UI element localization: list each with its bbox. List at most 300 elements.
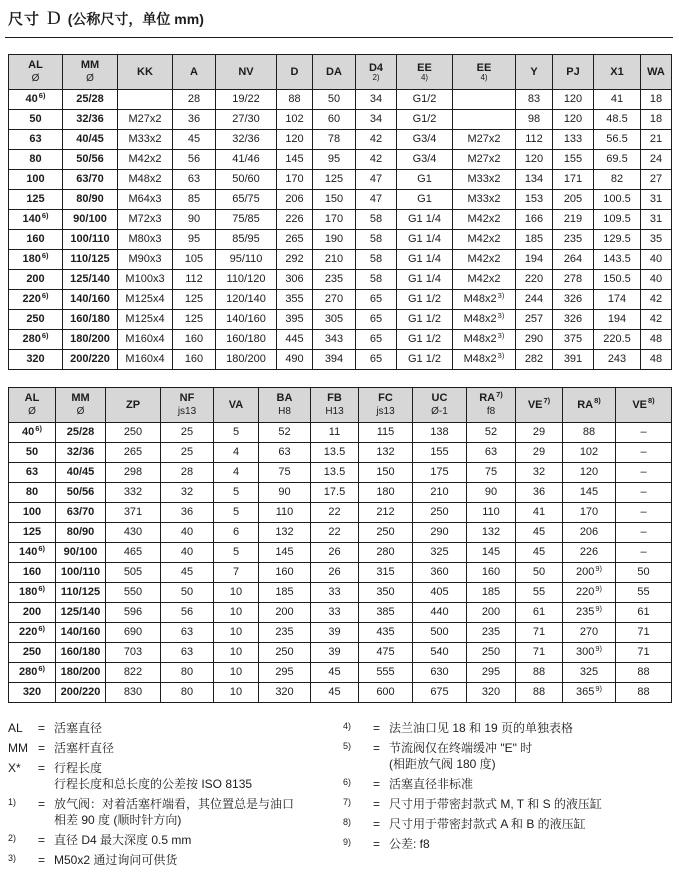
table-cell: 332 bbox=[106, 483, 161, 503]
table-cell: 465 bbox=[106, 543, 161, 563]
table-cell: 295 bbox=[467, 663, 516, 683]
column-header: FB H13 bbox=[311, 388, 359, 423]
table-cell: 5 bbox=[214, 423, 259, 443]
table-cell: 500 bbox=[413, 623, 467, 643]
table-row bbox=[9, 483, 672, 503]
column-header: D4 2) bbox=[356, 55, 397, 90]
table-cell: M33x2 bbox=[453, 170, 516, 190]
table-cell: 220$^{9)}$ bbox=[563, 583, 616, 603]
table-cell: 75 bbox=[467, 463, 516, 483]
table-cell: 160 bbox=[173, 330, 216, 350]
table-cell: 32/36 bbox=[56, 443, 106, 463]
table-cell: 90/100 bbox=[63, 210, 118, 230]
table-cell: 125 bbox=[173, 290, 216, 310]
table-cell: M48x2$^{3)}$ bbox=[453, 290, 516, 310]
table-cell: – bbox=[616, 443, 672, 463]
table-cell: 100/110 bbox=[63, 230, 118, 250]
table-cell: 371 bbox=[106, 503, 161, 523]
column-header: VE$^{8)}$ bbox=[616, 388, 672, 423]
column-header: RA$^{8)}$ bbox=[563, 388, 616, 423]
table-cell: 48 bbox=[641, 330, 672, 350]
table-cell: 61 bbox=[616, 603, 672, 623]
column-header: UC Ø-1 bbox=[413, 388, 467, 423]
table-cell: 34 bbox=[356, 110, 397, 130]
table-cell: 125 bbox=[9, 523, 56, 543]
table-cell: 48.5 bbox=[594, 110, 641, 130]
table-cell: 115 bbox=[359, 423, 413, 443]
table-cell: 42 bbox=[641, 290, 672, 310]
table-cell: 320 bbox=[9, 683, 56, 703]
table-cell: 235 bbox=[553, 230, 594, 250]
table-cell: 140/160 bbox=[216, 310, 277, 330]
footnote-label: 5) bbox=[343, 741, 352, 751]
table-cell: 29 bbox=[516, 443, 563, 463]
table-cell: 200 bbox=[9, 603, 56, 623]
table-cell: 125 bbox=[313, 170, 356, 190]
table-cell: 140/160 bbox=[63, 290, 118, 310]
table-cell: 88 bbox=[516, 663, 563, 683]
page-title bbox=[8, 8, 671, 34]
footnote-item bbox=[8, 740, 343, 756]
column-header: VA bbox=[214, 388, 259, 423]
footnote-label: 9) bbox=[343, 837, 352, 847]
table-cell: 326 bbox=[553, 310, 594, 330]
table-cell: 56.5 bbox=[594, 130, 641, 150]
table-cell: 58 bbox=[356, 250, 397, 270]
footnote-equals: = bbox=[373, 817, 381, 831]
table-cell: 280$^{6)}$ bbox=[9, 330, 63, 350]
table-cell: 45 bbox=[161, 563, 214, 583]
table-cell: 180/200 bbox=[56, 663, 106, 683]
footnote-text: 尺寸用于带密封款式 M, T 和 S 的液压缸 bbox=[389, 797, 602, 811]
table-cell: 40$^{6)}$ bbox=[9, 90, 63, 110]
table-cell: 120 bbox=[553, 110, 594, 130]
footnote-label: 2) bbox=[8, 833, 17, 843]
table-cell: 45 bbox=[311, 683, 359, 703]
table-cell: 50 bbox=[616, 563, 672, 583]
table-cell: 50 bbox=[313, 90, 356, 110]
footnote-equals: = bbox=[38, 761, 46, 775]
table-cell: 50 bbox=[516, 563, 563, 583]
table-cell: M48x2$^{3)}$ bbox=[453, 310, 516, 330]
table-cell: 210 bbox=[413, 483, 467, 503]
table-cell: 226 bbox=[563, 543, 616, 563]
table-row bbox=[9, 503, 672, 523]
table-cell: 65 bbox=[356, 330, 397, 350]
table-cell: 10 bbox=[214, 643, 259, 663]
table-row bbox=[9, 563, 672, 583]
table-cell: 71 bbox=[516, 643, 563, 663]
table-cell: 110 bbox=[467, 503, 516, 523]
table-cell: – bbox=[616, 543, 672, 563]
table-cell: 32/36 bbox=[63, 110, 118, 130]
footnote-item bbox=[343, 740, 671, 772]
table-cell: G1 bbox=[397, 170, 453, 190]
table-cell: 145 bbox=[259, 543, 311, 563]
table-cell: 160 bbox=[259, 563, 311, 583]
table-cell: 41 bbox=[594, 90, 641, 110]
table-cell: 4 bbox=[214, 443, 259, 463]
table-cell: 27/30 bbox=[216, 110, 277, 130]
table-cell: 292 bbox=[277, 250, 313, 270]
table-cell: 160/180 bbox=[56, 643, 106, 663]
table-cell: M42x2 bbox=[453, 230, 516, 250]
table-cell: 17.5 bbox=[311, 483, 359, 503]
table-cell: 58 bbox=[356, 270, 397, 290]
table-cell: 50 bbox=[161, 583, 214, 603]
table-cell: 250 bbox=[9, 643, 56, 663]
table-cell: 40$^{6)}$ bbox=[9, 423, 56, 443]
table-cell bbox=[118, 90, 173, 110]
table-cell: 120 bbox=[553, 90, 594, 110]
table-cell: 88 bbox=[616, 683, 672, 703]
table-cell: 10 bbox=[214, 663, 259, 683]
table-cell: 145 bbox=[563, 483, 616, 503]
table-cell: 675 bbox=[413, 683, 467, 703]
column-header: WA bbox=[641, 55, 672, 90]
table-cell: 430 bbox=[106, 523, 161, 543]
table-cell: 39 bbox=[311, 643, 359, 663]
column-header: MM Ø bbox=[63, 55, 118, 90]
column-header: Y bbox=[516, 55, 553, 90]
table-cell: 95/110 bbox=[216, 250, 277, 270]
table-cell: 4 bbox=[214, 463, 259, 483]
table-row bbox=[9, 150, 672, 170]
footnote-label: X* bbox=[8, 761, 21, 775]
table-row bbox=[9, 463, 672, 483]
footnotes bbox=[8, 720, 671, 872]
table-cell: 63 bbox=[259, 443, 311, 463]
table-cell: 265 bbox=[106, 443, 161, 463]
table-cell: 40/45 bbox=[63, 130, 118, 150]
table-cell: 140$^{6)}$ bbox=[9, 210, 63, 230]
table-cell: G1 bbox=[397, 190, 453, 210]
column-header: X1 bbox=[594, 55, 641, 90]
table-cell: 235$^{9)}$ bbox=[563, 603, 616, 623]
table-cell: 300$^{9)}$ bbox=[563, 643, 616, 663]
table-cell: 34 bbox=[356, 90, 397, 110]
footnote-label: 7) bbox=[343, 797, 352, 807]
table-cell: 90 bbox=[173, 210, 216, 230]
footnote-item bbox=[343, 796, 671, 812]
footnote-equals: = bbox=[373, 741, 381, 755]
footnote-item bbox=[343, 776, 671, 792]
table-cell: 206 bbox=[277, 190, 313, 210]
footnotes-left-column bbox=[8, 720, 343, 872]
table-cell: 206 bbox=[563, 523, 616, 543]
table-cell: 85 bbox=[173, 190, 216, 210]
table-cell: M33x2 bbox=[453, 190, 516, 210]
table-cell: 95 bbox=[313, 150, 356, 170]
table-cell: 160/180 bbox=[216, 330, 277, 350]
table-cell: 45 bbox=[311, 663, 359, 683]
table-cell: 140/160 bbox=[56, 623, 106, 643]
table-cell: 129.5 bbox=[594, 230, 641, 250]
column-header: AL Ø bbox=[9, 55, 63, 90]
table-cell: 63 bbox=[9, 130, 63, 150]
table-cell: 490 bbox=[277, 350, 313, 370]
table-row bbox=[9, 330, 672, 350]
table-cell: 132 bbox=[467, 523, 516, 543]
table-cell: 102 bbox=[277, 110, 313, 130]
footnote-text: 活塞直径 bbox=[54, 721, 103, 735]
table-row bbox=[9, 643, 672, 663]
dimension-table-lower bbox=[8, 387, 672, 703]
table-cell: 36 bbox=[516, 483, 563, 503]
table-cell: 250 bbox=[413, 503, 467, 523]
table-cell: 112 bbox=[516, 130, 553, 150]
table-cell: 11 bbox=[311, 423, 359, 443]
table-row bbox=[9, 683, 672, 703]
table-cell: 555 bbox=[359, 663, 413, 683]
footnote-label: 8) bbox=[343, 817, 352, 827]
table-cell: 180$^{6)}$ bbox=[9, 250, 63, 270]
table-cell: 47 bbox=[356, 170, 397, 190]
table-row bbox=[9, 310, 672, 330]
table-cell: 21 bbox=[641, 130, 672, 150]
table-cell: 65 bbox=[356, 350, 397, 370]
footnote-item bbox=[8, 852, 343, 868]
table-cell: 63/70 bbox=[63, 170, 118, 190]
table-cell: 180/200 bbox=[216, 350, 277, 370]
table-row bbox=[9, 110, 672, 130]
footnote-text: 活塞杆直径 bbox=[54, 741, 115, 755]
column-header: FC js13 bbox=[359, 388, 413, 423]
table-cell: 235 bbox=[313, 270, 356, 290]
column-header: EE 4) bbox=[397, 55, 453, 90]
table-cell: 150 bbox=[359, 463, 413, 483]
table-cell: 40 bbox=[161, 523, 214, 543]
table-cell: M48x2$^{3)}$ bbox=[453, 350, 516, 370]
footnote-text: 公差: f8 bbox=[389, 837, 430, 851]
table-cell: 200$^{9)}$ bbox=[563, 563, 616, 583]
footnote-equals: = bbox=[38, 853, 46, 867]
table-cell: 45 bbox=[173, 130, 216, 150]
table-cell: 132 bbox=[359, 443, 413, 463]
table-cell: 80 bbox=[9, 483, 56, 503]
table-row bbox=[9, 130, 672, 150]
table-cell: 200/220 bbox=[56, 683, 106, 703]
footnote-equals: = bbox=[38, 797, 46, 811]
table-cell: 445 bbox=[277, 330, 313, 350]
table-cell: 375 bbox=[553, 330, 594, 350]
table-cell: M72x3 bbox=[118, 210, 173, 230]
table-cell: G1 1/2 bbox=[397, 310, 453, 330]
table-cell: 50/56 bbox=[56, 483, 106, 503]
table-cell: 32/36 bbox=[216, 130, 277, 150]
table-cell: 174 bbox=[594, 290, 641, 310]
table-cell: 6 bbox=[214, 523, 259, 543]
table-cell: 25/28 bbox=[56, 423, 106, 443]
table-cell: 180/200 bbox=[63, 330, 118, 350]
table-cell: 39 bbox=[311, 623, 359, 643]
footnote-equals: = bbox=[38, 721, 46, 735]
table-cell: 88 bbox=[563, 423, 616, 443]
table-cell: 365$^{9)}$ bbox=[563, 683, 616, 703]
table-cell: 280$^{6)}$ bbox=[9, 663, 56, 683]
table-cell: 31 bbox=[641, 190, 672, 210]
table-cell: 830 bbox=[106, 683, 161, 703]
table-cell: M42x2 bbox=[453, 250, 516, 270]
table-cell: M160x4 bbox=[118, 350, 173, 370]
footnote-item bbox=[343, 816, 671, 832]
column-header: NV bbox=[216, 55, 277, 90]
table-cell: 145 bbox=[277, 150, 313, 170]
table-cell: 25 bbox=[161, 423, 214, 443]
table-cell: M42x2 bbox=[453, 210, 516, 230]
table-cell: 52 bbox=[467, 423, 516, 443]
table-cell: – bbox=[616, 463, 672, 483]
table-cell: 200 bbox=[259, 603, 311, 623]
table-cell: 395 bbox=[277, 310, 313, 330]
footnote-label: 4) bbox=[343, 721, 352, 731]
table-cell: 80/90 bbox=[56, 523, 106, 543]
footnote-label: AL bbox=[8, 721, 23, 735]
footnote-equals: = bbox=[38, 741, 46, 755]
table-cell: G3/4 bbox=[397, 150, 453, 170]
title-divider bbox=[5, 37, 673, 38]
table-cell: 71 bbox=[616, 643, 672, 663]
table-cell: 58 bbox=[356, 230, 397, 250]
table-cell: 78 bbox=[313, 130, 356, 150]
table-cell: 822 bbox=[106, 663, 161, 683]
table-cell: 385 bbox=[359, 603, 413, 623]
table-cell: 170 bbox=[563, 503, 616, 523]
table-row bbox=[9, 583, 672, 603]
footnote-item bbox=[8, 832, 343, 848]
table-cell: G1 1/2 bbox=[397, 290, 453, 310]
column-header: A bbox=[173, 55, 216, 90]
table-cell: 95 bbox=[173, 230, 216, 250]
table-cell: 52 bbox=[259, 423, 311, 443]
table-cell: 110/125 bbox=[63, 250, 118, 270]
table-cell: 143.5 bbox=[594, 250, 641, 270]
table-row bbox=[9, 230, 672, 250]
table-cell: 63 bbox=[173, 170, 216, 190]
table-cell: 326 bbox=[553, 290, 594, 310]
column-header: EE 4) bbox=[453, 55, 516, 90]
table-cell: 19/22 bbox=[216, 90, 277, 110]
table-cell: G1 1/2 bbox=[397, 350, 453, 370]
table-cell: 36 bbox=[161, 503, 214, 523]
table-cell: 7 bbox=[214, 563, 259, 583]
table-cell: 257 bbox=[516, 310, 553, 330]
table-cell: 210 bbox=[313, 250, 356, 270]
table-cell: 63/70 bbox=[56, 503, 106, 523]
footnote-equals: = bbox=[373, 721, 381, 735]
table-cell: 29 bbox=[516, 423, 563, 443]
table-row bbox=[9, 190, 672, 210]
table-cell: 80 bbox=[161, 663, 214, 683]
table-cell: 82 bbox=[594, 170, 641, 190]
table-cell: 13.5 bbox=[311, 463, 359, 483]
table-cell: 55 bbox=[616, 583, 672, 603]
table-cell: 71 bbox=[516, 623, 563, 643]
table-cell: 41/46 bbox=[216, 150, 277, 170]
table-cell: 219 bbox=[553, 210, 594, 230]
table-cell: 36 bbox=[173, 110, 216, 130]
table-cell: 45 bbox=[516, 543, 563, 563]
table-cell: 200 bbox=[9, 270, 63, 290]
table-cell: 100 bbox=[9, 170, 63, 190]
table-cell: 250 bbox=[359, 523, 413, 543]
table-row bbox=[9, 90, 672, 110]
table-cell: 250 bbox=[467, 643, 516, 663]
table-cell: 125 bbox=[9, 190, 63, 210]
footnote-equals: = bbox=[373, 797, 381, 811]
table-cell: 440 bbox=[413, 603, 467, 623]
table-cell: M27x2 bbox=[118, 110, 173, 130]
table-cell: 125 bbox=[173, 310, 216, 330]
table-cell: 5 bbox=[214, 543, 259, 563]
column-header: VE$^{7)}$ bbox=[516, 388, 563, 423]
table-cell: 18 bbox=[641, 90, 672, 110]
table-cell: 42 bbox=[356, 150, 397, 170]
table-cell: M27x2 bbox=[453, 150, 516, 170]
table-cell: 250 bbox=[106, 423, 161, 443]
table-cell: 153 bbox=[516, 190, 553, 210]
table-cell: 185 bbox=[259, 583, 311, 603]
table-cell: 125/140 bbox=[56, 603, 106, 623]
table-cell: 50/60 bbox=[216, 170, 277, 190]
header-row bbox=[9, 55, 672, 90]
table-cell: 350 bbox=[359, 583, 413, 603]
table-cell: 100/110 bbox=[56, 563, 106, 583]
table-cell: 600 bbox=[359, 683, 413, 703]
column-header: MM Ø bbox=[56, 388, 106, 423]
table-cell: 42 bbox=[356, 130, 397, 150]
table-cell: 200 bbox=[467, 603, 516, 623]
table-cell: G1 1/4 bbox=[397, 230, 453, 250]
table-cell: 65 bbox=[356, 310, 397, 330]
table-cell: 298 bbox=[106, 463, 161, 483]
table-cell: M48x2 bbox=[118, 170, 173, 190]
footnote-equals: = bbox=[373, 837, 381, 851]
footnote-text: 放气阀：对着活塞杆端看，其位置总是与油口 相差 90 度 (顺时针方向) bbox=[54, 797, 295, 827]
table-cell: 47 bbox=[356, 190, 397, 210]
table-cell: 138 bbox=[413, 423, 467, 443]
table-cell: 125/140 bbox=[63, 270, 118, 290]
table-cell bbox=[453, 110, 516, 130]
table-cell: 58 bbox=[356, 210, 397, 230]
table-cell: 5 bbox=[214, 503, 259, 523]
table-cell: – bbox=[616, 483, 672, 503]
footnote-item bbox=[8, 796, 343, 828]
column-header: KK bbox=[118, 55, 173, 90]
table-cell: M160x4 bbox=[118, 330, 173, 350]
table-cell: 56 bbox=[161, 603, 214, 623]
table-cell: 305 bbox=[313, 310, 356, 330]
table-cell: 24 bbox=[641, 150, 672, 170]
table-cell: 212 bbox=[359, 503, 413, 523]
table-cell: 290 bbox=[516, 330, 553, 350]
table-cell: 69.5 bbox=[594, 150, 641, 170]
table-cell: 205 bbox=[553, 190, 594, 210]
table-row bbox=[9, 443, 672, 463]
table-cell: 40 bbox=[641, 250, 672, 270]
table-cell: 90/100 bbox=[56, 543, 106, 563]
table-cell: 226 bbox=[277, 210, 313, 230]
table-cell: 166 bbox=[516, 210, 553, 230]
table-cell: G1/2 bbox=[397, 90, 453, 110]
table-cell: 120 bbox=[563, 463, 616, 483]
table-cell: 13.5 bbox=[311, 443, 359, 463]
table-cell: 40 bbox=[641, 270, 672, 290]
table-cell: 10 bbox=[214, 683, 259, 703]
table-cell: 540 bbox=[413, 643, 467, 663]
table-cell: 26 bbox=[311, 543, 359, 563]
title-suffix: (公称尺寸，单位 mm) bbox=[67, 11, 204, 27]
